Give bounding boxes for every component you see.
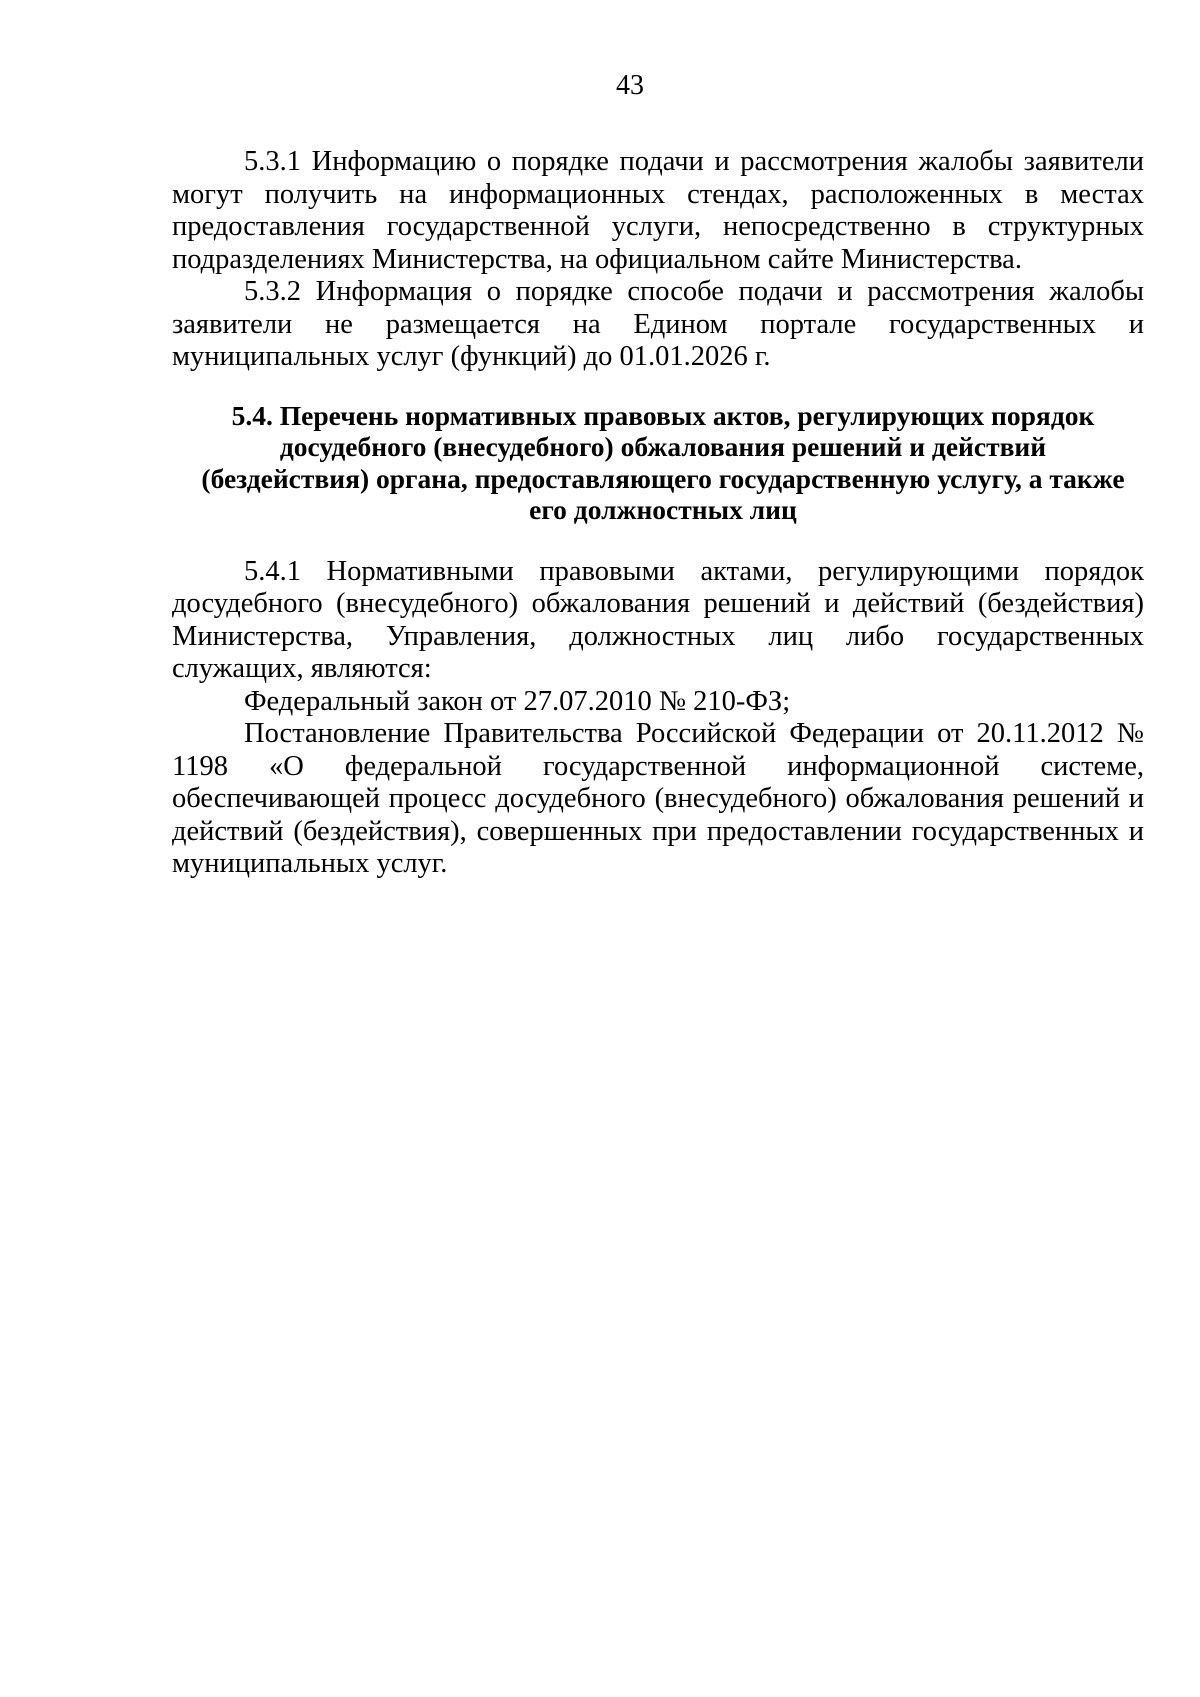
paragraph-5-3-2: 5.3.2 Информация о порядке способе подачи и рассмотрения жалобы заявители не размещается на Едином портале государственных и муниципальных услуг (функций) до 01.01.2026 г. — [172, 276, 1144, 372]
paragraph-federal-law: Федеральный закон от 27.07.2010 № 210-ФЗ; — [244, 685, 791, 717]
paragraph-5-4-1: 5.4.1 Нормативными правовыми актами, регулирующими порядок досудебного (внесудебного) обжалования решений и действий (бездействия) Министерства, Управления, должностных лиц либо государственных служащих, являются: — [172, 555, 1144, 684]
document-body — [172, 146, 1144, 881]
spacer — [172, 526, 1144, 556]
heading-line: 5.4. Перечень нормативных правовых актов, регулирующих порядок — [231, 399, 1095, 431]
paragraph-5-3-1: 5.3.1 Информацию о порядке подачи и рассмотрения жалобы заявители могут получить на информационных стендах, расположенных в местах предоставления государственной услуги, непосредственно в структурных подразделениях Министерства, на официальном сайте Министерства. — [172, 146, 1144, 275]
section-heading-5-4 — [172, 400, 1144, 526]
heading-line: (бездействия) органа, предоставляющего государственную услугу, а также — [201, 462, 1125, 494]
spacer — [172, 374, 1144, 400]
page-number: 43 — [616, 70, 644, 101]
heading-line: его должностных лиц — [529, 494, 797, 525]
paragraph-government-decree: Постановление Правительства Российской Федерации от 20.11.2012 № 1198 «О федеральной государственной информационной системе, обеспечивающей процесс досудебного (внесудебного) обжалования решений и действий (бездействия), совершенных при предоставлении государственных и муниципальных услуг. — [172, 718, 1144, 879]
heading-line: досудебного (внесудебного) обжалования решений и действий — [279, 431, 1047, 462]
